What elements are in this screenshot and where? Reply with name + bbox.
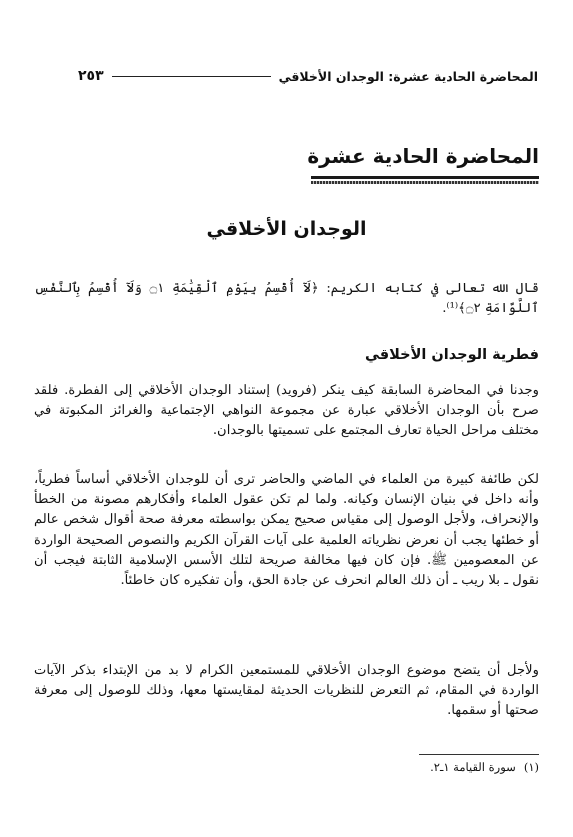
underline-hatched — [311, 181, 539, 184]
page-number: ٢٥٣ — [78, 68, 104, 84]
footnote-divider — [419, 754, 539, 755]
intro-verse-paragraph: قال الله تعالى في كتابه الكريم: ﴿لَآ أُقْسِمُ بِيَوْمِ ٱلْقِيَٰمَةِ ۝١ وَلَآ أُقْسِمُ بِٱلنَّفْسِ ٱللَّوَّامَةِ ۝٢﴾⁽¹⁾. — [34, 281, 539, 317]
lecture-heading — [307, 141, 539, 171]
paragraph-1: وجدنا في المحاضرة السابقة كيف ينكر (فرويد) إستناد الوجدان الأخلاقي إلى الفطرة. فلقد صرح بأن الوجدان الأخلاقي عبارة عن مجموعة النواهي الإجتماعية والغرائز المكبوتة في مختلف مراحل الحياة تعارف المجتمع على تسميتها بالوجدان. — [34, 383, 539, 439]
section-heading: فطرية الوجدان الأخلاقي — [364, 347, 539, 363]
running-header-title: المحاضرة الحادية عشرة: الوجدان الأخلاقي — [278, 68, 538, 84]
topic-title: الوجدان الأخلاقي — [206, 218, 367, 240]
paragraph-3: ولأجل أن يتضح موضوع الوجدان الأخلاقي للمستمعين الكرام لا بد من الإبتداء بذكر الآيات الواردة في المقام، ثم التعرض للنظريات الحديثة لمقايستها معها، وذلك للوصول إلى معرفة صحتها أو سقمها. — [34, 663, 539, 719]
running-header-rule — [112, 76, 271, 77]
footnote-text: سورة القيامة ١ـ٢. — [430, 760, 516, 774]
lecture-title-underline — [311, 176, 539, 186]
lecture-title: المحاضرة الحادية عشرة — [307, 144, 539, 168]
footnote-marker: (١) — [523, 760, 539, 774]
underline-solid — [311, 176, 539, 179]
footnote — [239, 759, 539, 775]
running-header — [78, 64, 538, 88]
paragraph-2: لكن طائفة كبيرة من العلماء في الماضي والحاضر ترى أن للوجدان الأخلاقي أساساً فطرياً، وأنه داخل في بنيان الإنسان وكيانه. ولما لم تكن عقول العلماء وأفكارهم مصونة من الخطأ والإنحراف، ولأجل الوصول إلى مقياس صحيح يمكن بواسطته معرفة صحة أقوال شخص عالم أو خطئها يجب أن نعرض نظرياته العلمية على آيات القرآن الكريم والنصوص الصحيحة الواردة عن المعصومين ﷺ. فإن كان فيها مخالفة صريحة لتلك الأسس الإسلامية الثابتة فيجب أن نقول ـ بلا ريب ـ أن ذلك العالم انحرف عن جادة الحق، وأن تفكيره كان خاطئاً. — [34, 472, 539, 589]
